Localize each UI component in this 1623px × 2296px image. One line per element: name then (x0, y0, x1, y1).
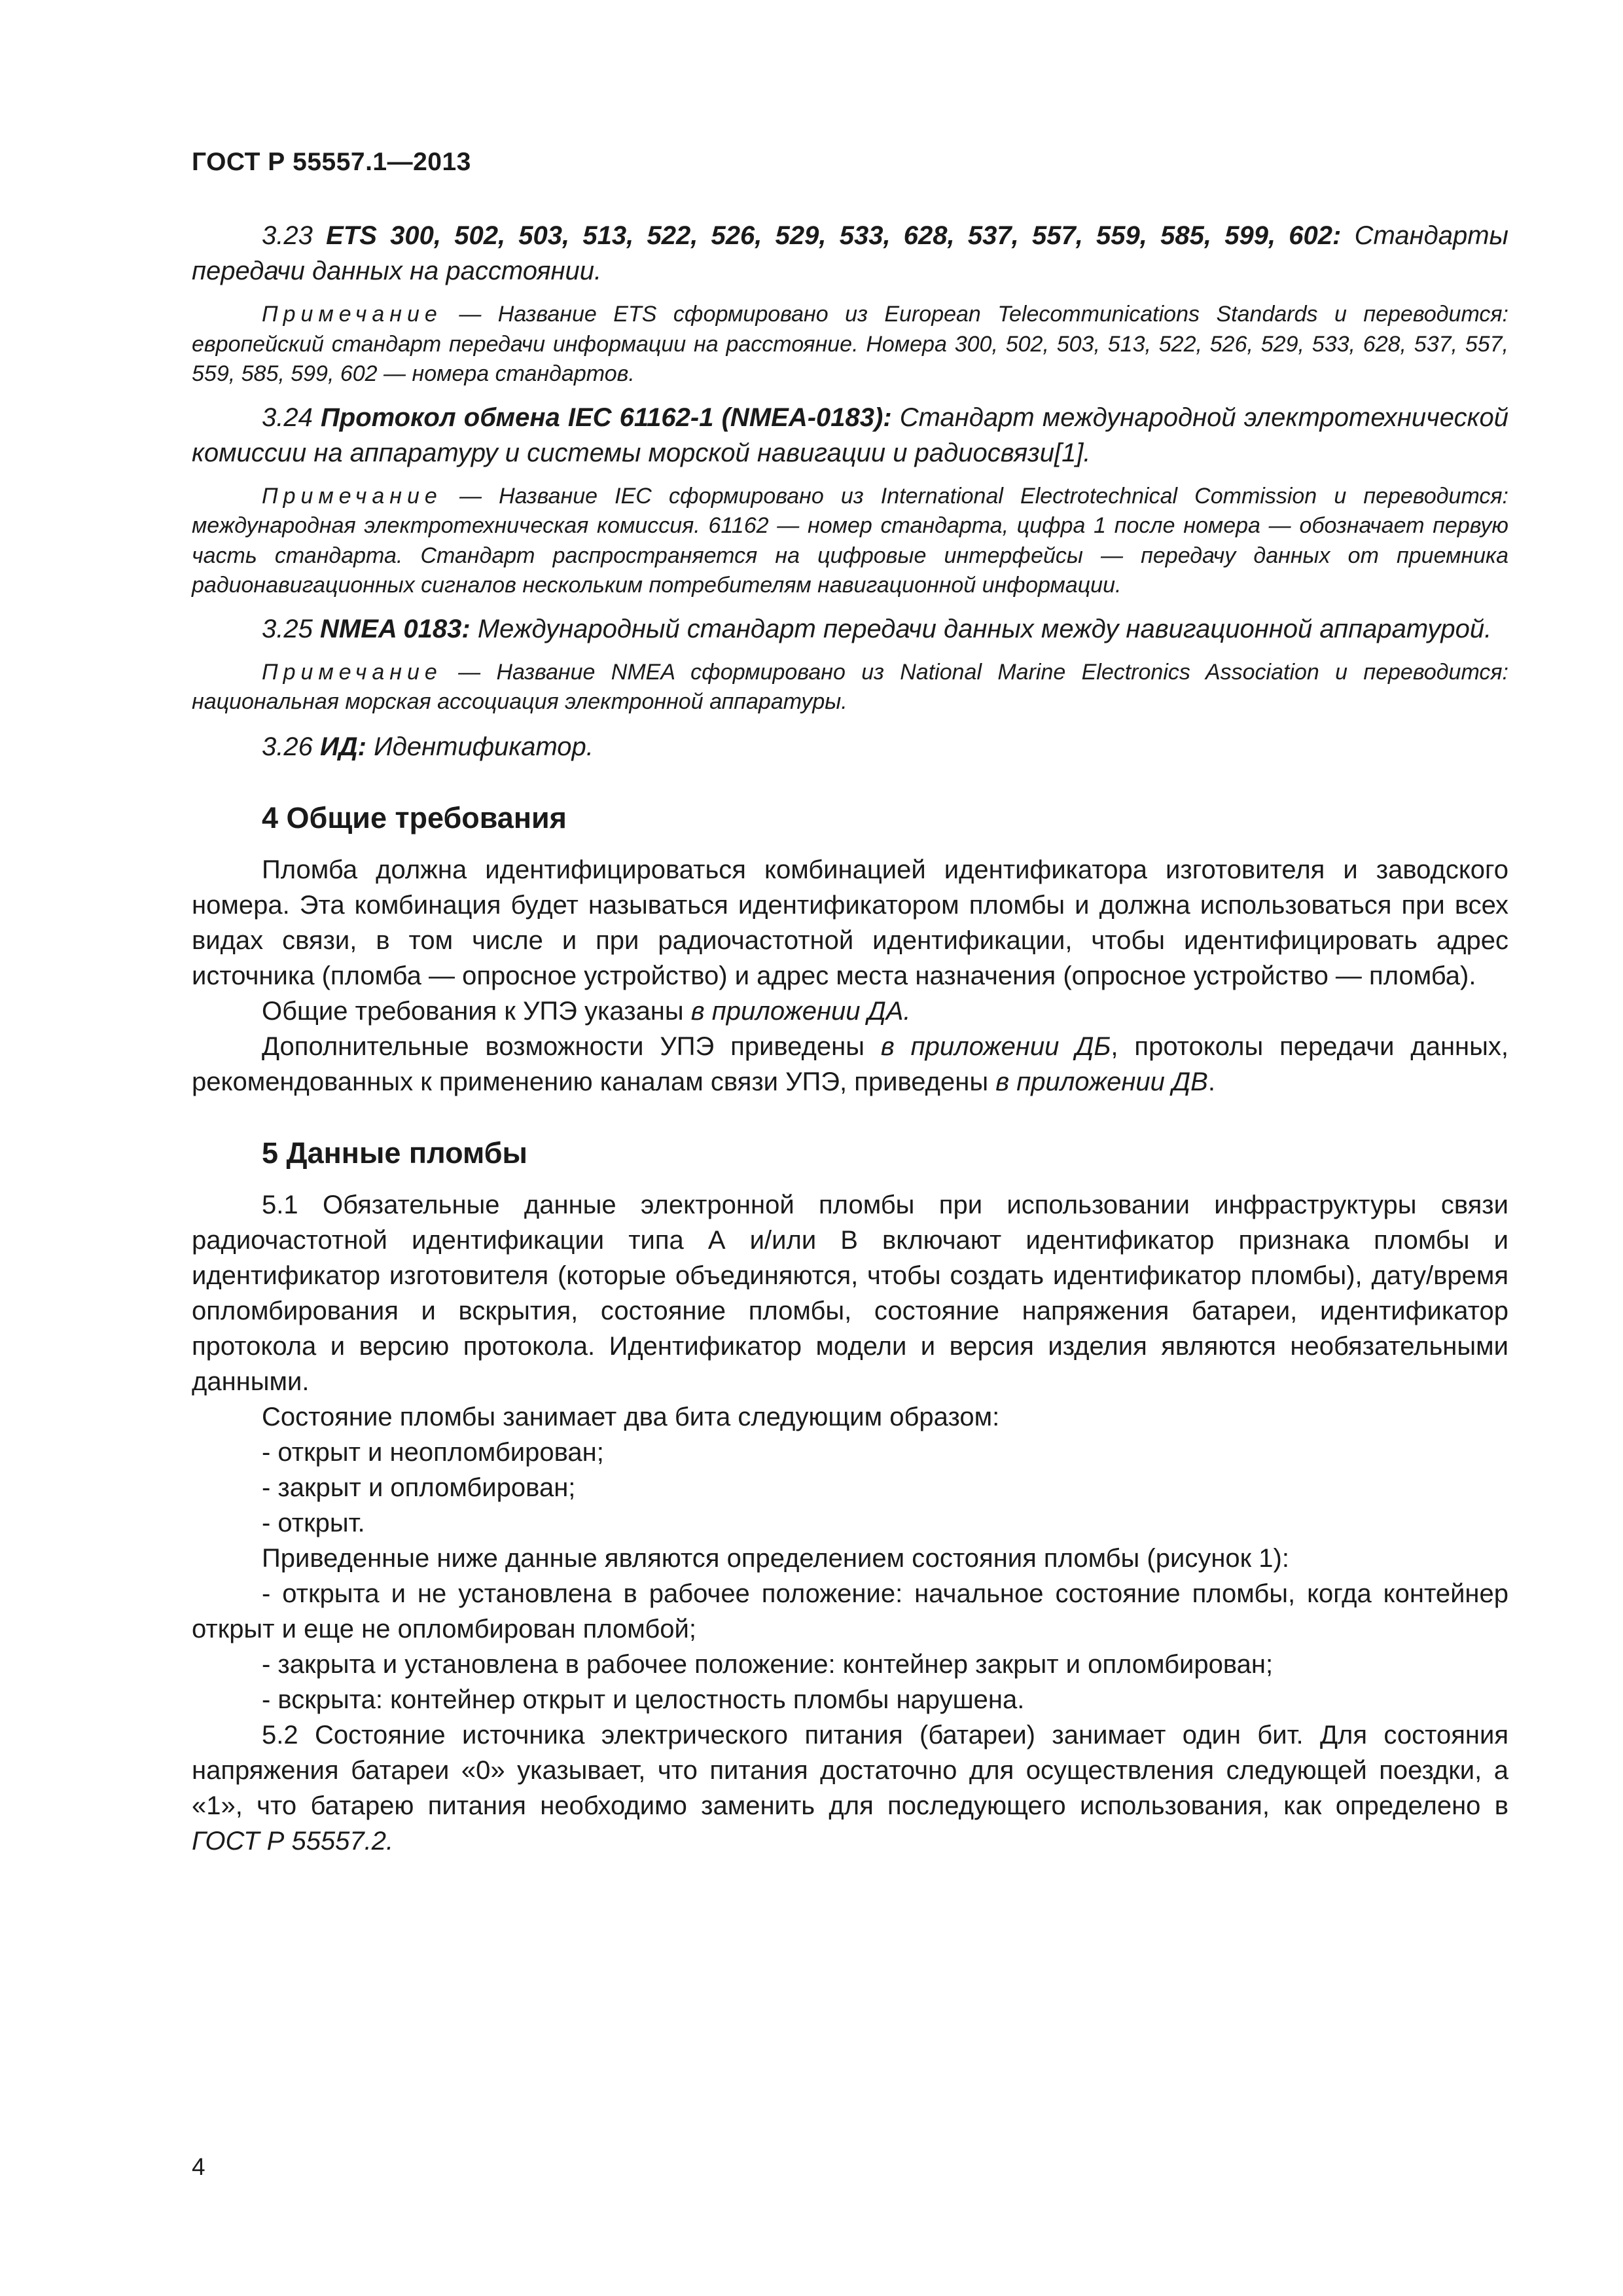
term-name: ETS 300, 502, 503, 513, 522, 526, 529, 533, 628, 537, 557, 559, 585, 599, 602: (326, 221, 1342, 250)
section-4-paragraph-3 (192, 1029, 1508, 1100)
paragraph-text: . (1207, 1067, 1215, 1096)
term-name: ИД: (319, 732, 366, 761)
term-definition: Стандарты передачи данных на расстоянии. (192, 221, 1508, 285)
list-item: - закрыт и опломбирован; (262, 1473, 576, 1502)
note-3-24 (192, 482, 1508, 601)
term-3-26 (192, 729, 1508, 764)
term-definition: Идентификатор. (374, 732, 594, 761)
page-content (192, 218, 1508, 1859)
section-4-paragraph-1: Пломба должна идентифицироваться комбинацией идентификатора изготовителя и заводского номера. Эта комбинация будет называться идентификатором пломбы и должна использоваться при всех видах связи, в том числе и при радиочастотной идентификации, чтобы идентифицировать адрес источника (пломба — опросное устройство) и адрес места назначения (опросное устройство — пломба). (192, 855, 1508, 990)
term-name: Протокол обмена IEC 61162-1 (NMEA-0183): (320, 403, 892, 432)
paragraph-text: Общие требования к УПЭ указаны (262, 996, 691, 1026)
section-5-paragraph-3: Приведенные ниже данные являются определением состояния пломбы (рисунок 1): (262, 1543, 1289, 1573)
note-label: Примечание (262, 483, 442, 509)
note-label: Примечание (262, 302, 442, 327)
note-3-23 (192, 300, 1508, 389)
term-number: 3.23 (262, 221, 313, 250)
section-5-paragraph-4 (192, 1717, 1508, 1859)
term-number: 3.25 (262, 614, 313, 643)
list-item: - открыт и неопломбирован; (262, 1437, 604, 1467)
list-item: - открыт. (262, 1508, 365, 1537)
note-text: — Название NMEA сформировано из National Marine Electronics Association и переводится: национальная морская ассоциация электронной аппаратуры. (192, 659, 1508, 714)
document-header: ГОСТ Р 55557.1—2013 (192, 148, 471, 176)
note-text: — Название ETS сформировано из European Telecommunications Standards и переводится: европейский стандарт передачи информации на расстояние. Номера 300, 502, 503, 513, 522, 526, 529, 533, 628, 537, 557, 559, 585, 599, 602 — номера стандартов. (192, 302, 1508, 386)
note-label: Примечание (262, 659, 442, 685)
term-3-24 (192, 400, 1508, 471)
term-number: 3.26 (262, 732, 313, 761)
term-3-25 (192, 611, 1508, 647)
list-item: - вскрыта: контейнер открыт и целостность пломбы нарушена. (262, 1685, 1025, 1714)
section-4-title: 4 Общие требования (262, 800, 567, 834)
list-item: - открыта и не установлена в рабочее положение: начальное состояние пломбы, когда контейнер открыт и еще не опломбирован пломбой; (192, 1579, 1508, 1643)
term-definition: Стандарт международной электротехнической комиссии на аппаратуру и системы морской навигации и радиосвязи[1]. (192, 403, 1508, 467)
section-4-paragraph-2 (192, 994, 1508, 1029)
paragraph-text: 5.2 Состояние источника электрического питания (батареи) занимает один бит. Для состояния напряжения батареи «0» указывает, что питания достаточно для осуществления следующей поездки, а «1», что батарею питания необходимо заменить для последующего использования, как определено в (192, 1720, 1508, 1820)
standard-reference: ГОСТ Р 55557.2. (192, 1826, 394, 1856)
list-item: - закрыта и установлена в рабочее положение: контейнер закрыт и опломбирован; (262, 1649, 1274, 1679)
paragraph-text: Дополнительные возможности УПЭ приведены (262, 1031, 881, 1061)
annex-reference: в приложении ДБ (880, 1031, 1111, 1061)
paragraph-text: , протоколы передачи данных, рекомендованных к применению каналам связи УПЭ, приведены (192, 1031, 1508, 1096)
annex-reference: в приложении ДА. (690, 996, 911, 1026)
term-definition: Международный стандарт передачи данных между навигационной аппаратурой. (477, 614, 1492, 643)
section-5-title: 5 Данные пломбы (262, 1136, 527, 1170)
term-3-23 (192, 218, 1508, 289)
annex-reference: в приложении ДВ (995, 1067, 1208, 1096)
section-5-paragraph-1: 5.1 Обязательные данные электронной пломбы при использовании инфраструктуры связи радиочастотной идентификации типа А и/или В включают идентификатор признака пломбы и идентификатор изготовителя (которые объединяются, чтобы создать идентификатор пломбы), дату/время опломбирования и вскрытия, состояние пломбы, состояние напряжения батареи, идентификатор протокола и версию протокола. Идентификатор модели и версия изделия являются необязательными данными. (192, 1190, 1508, 1396)
page-number: 4 (192, 2153, 205, 2180)
note-3-25 (192, 658, 1508, 717)
section-5-paragraph-2: Состояние пломбы занимает два бита следующим образом: (262, 1402, 1000, 1431)
term-name: NMEA 0183: (319, 614, 471, 643)
term-number: 3.24 (262, 403, 313, 432)
note-text: — Название IEC сформировано из International Electrotechnical Commission и переводится: международная электротехническая комиссия. 61162 — номер стандарта, цифра 1 после номера — обозначает первую часть стандарта. Стандарт распространяется на цифровые интерфейсы — передачу данных от приемника радионавигационных сигналов нескольким потребителям навигационной информации. (192, 483, 1508, 598)
